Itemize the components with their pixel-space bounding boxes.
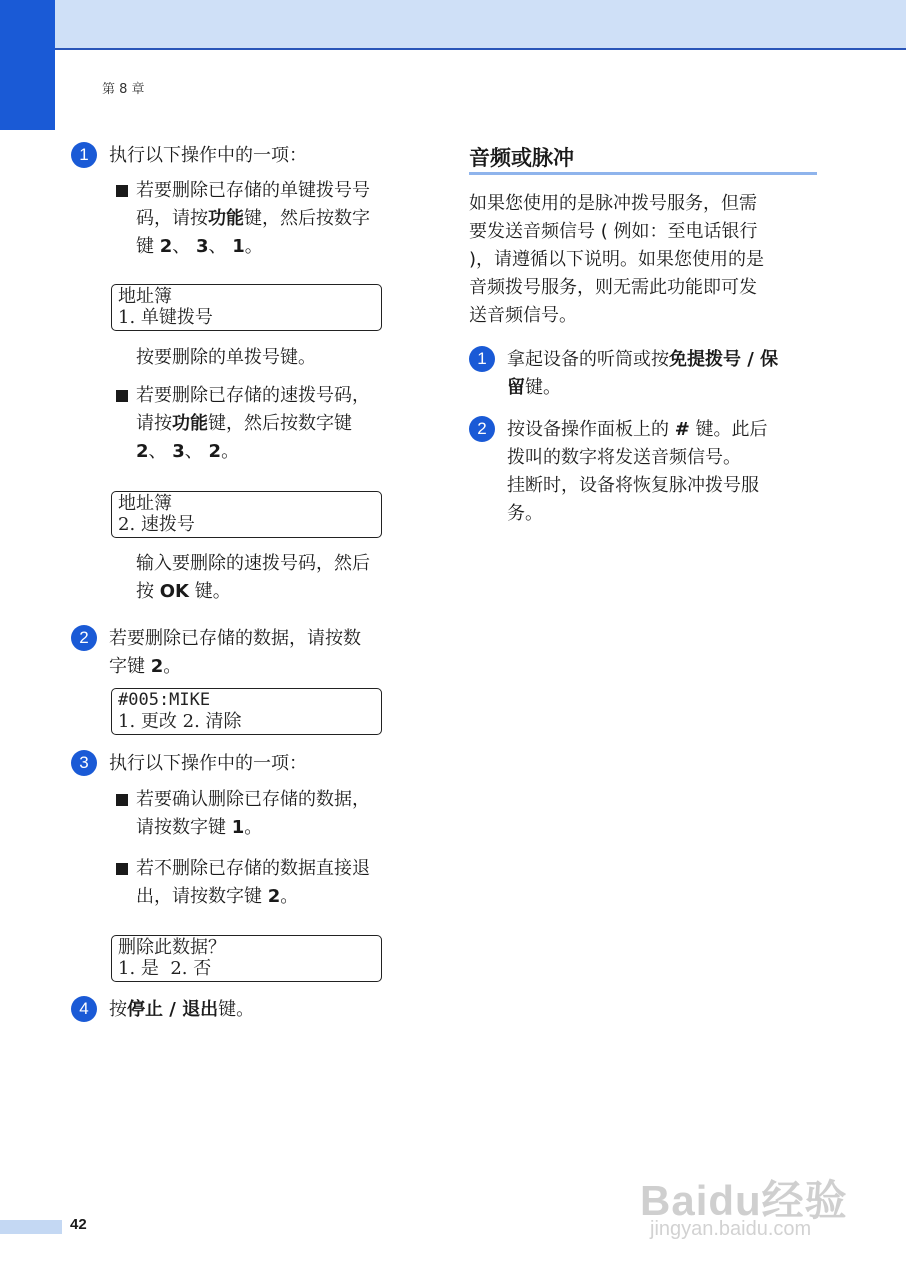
bullet-square-icon [116, 185, 128, 197]
bullet-text: 若要确认删除已存储的数据， 请按数字键 1。 [136, 789, 370, 838]
note-1: 按要删除的单拨号键。 [136, 347, 316, 368]
lcd-display-3: #005:MIKE 1. 更改 2. 清除 [111, 688, 382, 735]
bullet-text: 若要删除已存储的单键拨号号 码，请按功能键，然后按数字 键 2、 3、 1。 [136, 180, 370, 257]
right-step-1 [469, 346, 778, 402]
right-step-2-text: 按设备操作面板上的 # 键。此后 拨叫的数字将发送音频信号。 挂断时，设备将恢复脉冲拨号服 务。 [507, 419, 768, 524]
section-intro: 如果您使用的是脉冲拨号服务，但需 要发送音频信号 ( 例如：至电话银行 )，请遵循以下说明。如果您使用的是 音频拨号服务，则无需此功能即可发 送音频信号。 [469, 193, 765, 326]
chapter-label: 第 8 章 [102, 82, 145, 97]
step-4 [71, 996, 254, 1024]
lcd-display-4: 删除此数据？ 1. 是 2. 否 [111, 935, 382, 982]
bullet-square-icon [116, 794, 128, 806]
bullet-cancel-delete [116, 855, 370, 911]
page-number: 42 [70, 1216, 87, 1233]
step-number-4-icon: 4 [71, 996, 97, 1022]
header-band [0, 0, 906, 50]
bullet-speed-dial-delete [116, 177, 370, 261]
step-number-2-icon: 2 [71, 625, 97, 651]
step-3-text: 执行以下操作中的一项： [109, 753, 307, 774]
bullet-square-icon [116, 863, 128, 875]
step-number-1-icon: 1 [469, 346, 495, 372]
bullet-text: 若不删除已存储的数据直接退 出，请按数字键 2。 [136, 858, 370, 907]
footer-bar [0, 1220, 62, 1234]
step-number-1-icon: 1 [71, 142, 97, 168]
step-1-text: 执行以下操作中的一项： [109, 145, 307, 166]
right-step-1-text: 拿起设备的听筒或按免提拨号 / 保 留键。 [507, 349, 779, 398]
step-number-2-icon: 2 [469, 416, 495, 442]
step-4-text: 按停止 / 退出键。 [109, 999, 255, 1020]
watermark-logo: Baidu经验 [640, 1177, 848, 1224]
bullet-confirm-delete [116, 786, 370, 842]
lcd-display-1: 地址簿 1. 单键拨号 [111, 284, 382, 331]
lcd-display-2: 地址簿 2. 速拨号 [111, 491, 382, 538]
bullet-fast-dial-delete [116, 382, 370, 466]
bullet-text: 若要删除已存储的速拨号码， 请按功能键，然后按数字键 2、 3、 2。 [136, 385, 370, 462]
step-number-3-icon: 3 [71, 750, 97, 776]
note-2: 输入要删除的速拨号码，然后 按 OK 键。 [136, 553, 370, 602]
step-3 [71, 750, 307, 778]
chapter-tab [0, 0, 55, 130]
section-divider [469, 172, 817, 175]
bullet-square-icon [116, 390, 128, 402]
section-title: 音频或脉冲 [469, 146, 574, 170]
watermark-url: jingyan.baidu.com [650, 1218, 812, 1240]
right-step-2 [469, 416, 768, 528]
step-2 [71, 625, 361, 681]
step-1 [71, 142, 307, 170]
step-2-text: 若要删除已存储的数据，请按数 字键 2。 [109, 628, 361, 677]
